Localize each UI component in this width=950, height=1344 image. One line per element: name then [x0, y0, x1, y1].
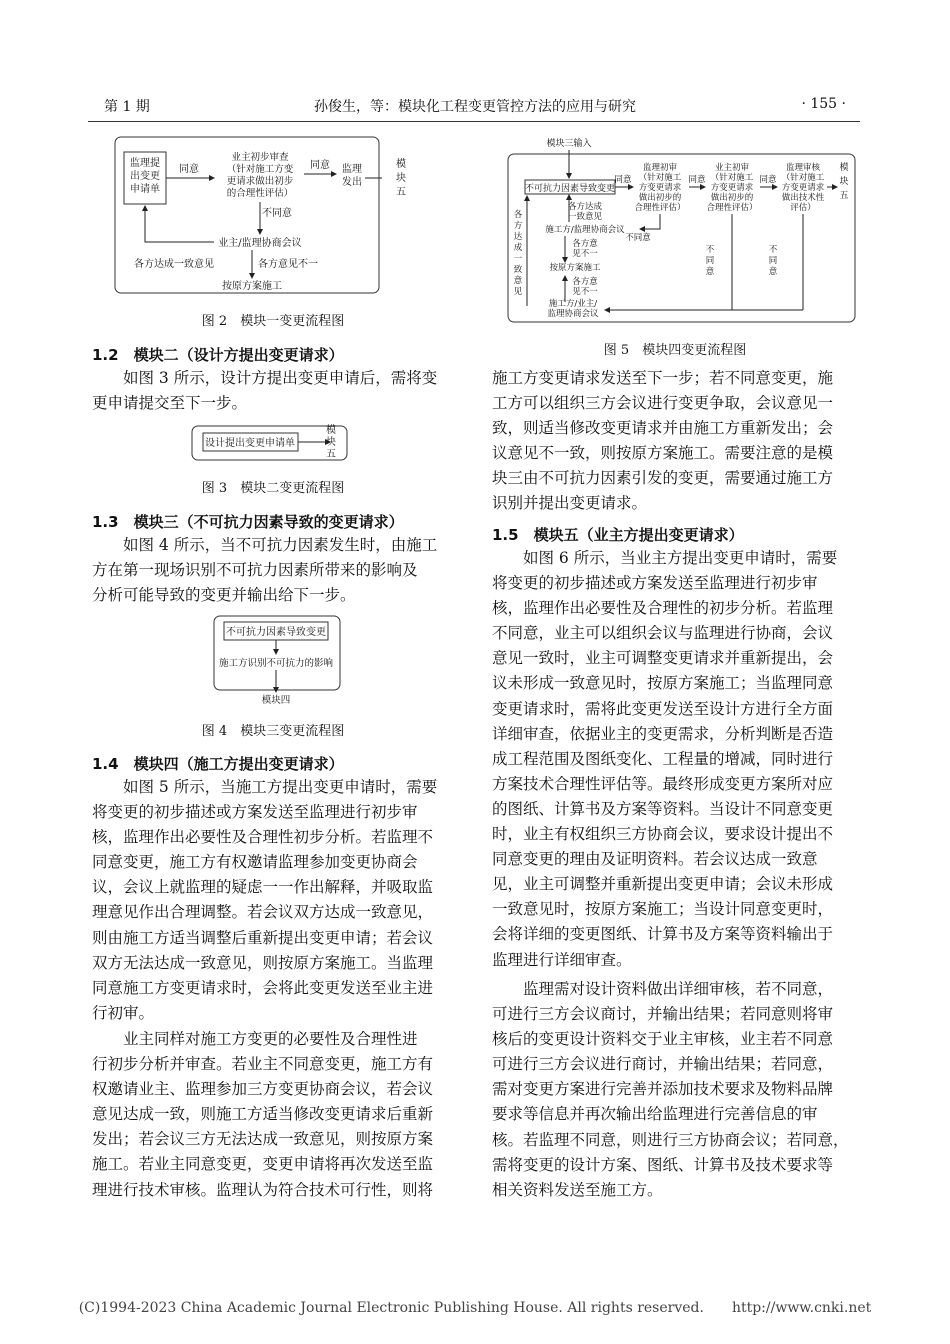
- fig5-module-2: 块: [839, 177, 849, 187]
- fig2-owner-l3: 更请求做出初步: [226, 176, 294, 187]
- text-line: 如图 3 所示，设计方提出变更申请后，需将变: [123, 369, 438, 387]
- fig2-request-l3: 申请单: [130, 184, 160, 195]
- fig5-agree-2: 同意: [688, 175, 706, 185]
- text-line: 业主同样对施工方变更的必要性及合理性进: [123, 1030, 418, 1048]
- fig5-sup-check-3: 方变更请求: [781, 183, 825, 193]
- section-1-5-body-2: [492, 977, 858, 1203]
- fig2-module-1: 模: [396, 159, 406, 170]
- text-line: 相关资料发送至施工方。: [492, 1180, 663, 1199]
- fig5-diverge1-1: 各方意: [572, 239, 598, 249]
- figure-4-caption: 图 4 模块三变更流程图: [201, 724, 345, 739]
- figure-5-flowchart: [505, 134, 860, 326]
- figure-2-caption: 图 2 模块一变更流程图: [201, 314, 345, 329]
- fig5-v-5: 一: [513, 254, 523, 264]
- fig5-module-1: 模: [839, 163, 849, 173]
- fig2-module-2: 块: [396, 173, 406, 184]
- fig5-sup-check-4: 做出技术性: [781, 193, 825, 203]
- fig2-owner-l4: 的合理性评估）: [226, 188, 294, 199]
- fig5-v-8: 见: [513, 287, 523, 297]
- section-1-4-body: [92, 775, 458, 1026]
- text-line: 方案技术合理性评估等。最终形成变更方案所对应: [492, 774, 834, 793]
- fig5-sup-first-3: 方变更请求: [638, 183, 682, 193]
- text-line: 如图 6 所示，当业主方提出变更申请时，需要: [523, 549, 838, 567]
- text-line: 块三由不可抗力因素引发的变更，需要通过施工方: [492, 469, 834, 488]
- fig2-agree2: 同意: [310, 160, 330, 171]
- fig3-module-3: 五: [326, 449, 336, 460]
- fig2-issue-l1: 监理: [342, 164, 362, 175]
- figure-3-module-label: [320, 423, 342, 463]
- fig5-v-2: 方: [513, 221, 523, 231]
- fig5-sup-first-1: 监理初审: [642, 163, 678, 173]
- fig5-sup-first-5: 合理性评估）: [634, 203, 686, 213]
- text-line: 工方可以组织三方会议进行变更争取，会议意见一: [492, 394, 834, 413]
- fig2-request-l1: 监理提: [130, 158, 160, 169]
- copyright-footer: (C)1994-2023 China Academic Journal Electronic Publishing House. All rights reserved. http://www.cnki.net: [78, 1300, 872, 1316]
- fig2-owner-l2: （针对施工方变: [226, 164, 294, 175]
- fig5-dis2-2: 同: [768, 256, 778, 266]
- figure-3-caption: 图 3 模块二变更流程图: [201, 481, 345, 496]
- fig5-owner-first-3: 方变更请求: [710, 183, 754, 193]
- fig5-module-3: 五: [839, 191, 849, 201]
- text-line: 核。若监理不同意，则进行三方协商会议；若同意，: [492, 1130, 849, 1149]
- figure-2-flowchart: [112, 134, 382, 296]
- text-line: 施工。若业主同意变更，变更申请将再次发送至监: [92, 1155, 434, 1174]
- fig5-agree-1: 同意: [614, 175, 632, 185]
- text-line: 不同意，业主可以组织会议与监理进行协商，会议: [492, 624, 834, 643]
- text-line: 将变更的初步描述或方案发送至监理进行初步审: [92, 803, 418, 822]
- text-line: 行初审。: [92, 1003, 155, 1022]
- text-line: 见，业主可调整并重新提出变更申请；会议未形成: [492, 875, 834, 894]
- text-line: 详细审查，依据业主的变更需求，分析判断是否造: [492, 724, 834, 743]
- text-line: 要求等信息并再次输出给监理进行完善信息的审: [492, 1105, 818, 1124]
- running-head-title: 孙俊生，等：模块化工程变更管控方法的应用与研究: [314, 99, 636, 115]
- fig5-consensus-1: 各方达成: [567, 202, 603, 212]
- text-line: 时，业主有权组织三方协商会议，要求设计提出不: [492, 825, 834, 844]
- text-line: 方在第一现场识别不可抗力因素所带来的影响及: [92, 561, 418, 580]
- section-1-2-heading: 1.2 模块二（设计方提出变更请求）: [92, 346, 344, 364]
- fig5-meeting3-2: 监理协商会议: [547, 309, 599, 319]
- fig5-owner-first-4: 做出初步的: [710, 193, 754, 203]
- fig5-owner-first-5: 合理性评估）: [706, 203, 758, 213]
- text-line: 监理需对设计资料做出详细审核，若不同意，: [523, 980, 834, 998]
- text-line: 意见达成一致，则施工方适当修改变更请求后重新: [92, 1105, 434, 1124]
- text-line: 议未形成一致意见时，按原方案施工；当监理同意: [492, 674, 834, 693]
- text-line: 权邀请业主、监理参加三方变更协商会议，若会议: [92, 1080, 434, 1099]
- fig5-owner-first-2: （针对施工: [710, 173, 754, 183]
- text-line: 行初步分析并审查。若业主不同意变更，施工方有: [92, 1055, 434, 1074]
- text-line: 发出；若会议三方无法达成一致意见，则按原方案: [92, 1130, 434, 1149]
- section-1-5-body: [492, 546, 858, 973]
- text-line: 议，会议上就监理的疑虑一一作出解释，并吸取监: [92, 878, 434, 897]
- text-line: 议意见不一致，则按原方案施工。需要注意的是模: [492, 444, 834, 463]
- text-line: 成工程范围及图纸变化、工程量的增减，同时进行: [492, 749, 834, 768]
- fig2-request-l2: 出变更: [130, 171, 160, 182]
- fig2-no-consensus: 各方意见不一: [258, 259, 318, 270]
- fig5-agree-3: 同意: [759, 175, 777, 185]
- fig5-disagree: 不同意: [625, 233, 651, 243]
- text-line: 同意变更，施工方有权邀请监理参加变更协商会: [92, 853, 418, 872]
- text-line: 同意施工方变更请求时，会将此变更发送至业主进: [92, 978, 434, 997]
- fig2-issue-l2: 发出: [342, 177, 362, 188]
- fig5-force: 不可抗力因素导致变更: [524, 184, 616, 194]
- text-line: 致，则适当修改变更请求并由施工方重新发出；会: [492, 419, 834, 438]
- fig5-owner-first-1: 业主初审: [714, 163, 750, 173]
- fig4-module: 模块四: [261, 695, 291, 706]
- text-line: 一致意见时，按原方案施工；当设计同意变更时，: [492, 900, 834, 919]
- fig4-identify: 施工方识别不可抗力的影响: [218, 658, 334, 669]
- right-col-body: [492, 366, 858, 517]
- fig5-dis1-1: 不: [705, 245, 715, 255]
- text-line: 需对变更方案进行完善并添加技术要求及物料品牌: [492, 1080, 834, 1099]
- section-1-3-body: [92, 533, 458, 608]
- text-line: 如图 5 所示，当施工方提出变更申请时，需要: [123, 778, 438, 796]
- figure-2-module-label: [390, 155, 412, 203]
- fig5-sup-first-2: （针对施工: [638, 173, 682, 183]
- fig5-dis1-2: 同: [705, 256, 715, 266]
- fig2-meeting: 业主/监理协商会议: [218, 238, 302, 249]
- section-1-3-heading: 1.3 模块三（不可抗力因素导致的变更请求）: [92, 513, 404, 531]
- text-line: 可进行三方会议进行商讨，并输出结果；若同意，: [492, 1055, 834, 1074]
- text-line: 更申请提交至下一步。: [92, 394, 248, 413]
- text-line: 将变更的初步描述或方案发送至监理进行初步审: [492, 574, 818, 593]
- fig5-original: 按原方案施工: [549, 263, 601, 273]
- figure-5-caption: 图 5 模块四变更流程图: [603, 343, 747, 358]
- fig5-input: 模块三输入: [546, 139, 592, 149]
- text-line: 如图 4 所示，当不可抗力因素发生时，由施工: [123, 536, 438, 554]
- fig2-module-3: 五: [396, 187, 406, 198]
- text-line: 理意见作出合理调整。若会议双方达成一致意见，: [92, 903, 434, 922]
- fig3-box: 设计提出变更申请单: [205, 438, 295, 449]
- text-line: 同意变更的理由及证明资料。若会议达成一致意: [492, 850, 818, 869]
- fig5-v-6: 致: [513, 265, 523, 275]
- fig2-disagree: 不同意: [262, 208, 292, 219]
- fig5-v-1: 各: [513, 210, 523, 220]
- text-line: 理进行技术审核。监理认为符合技术可行性，则将: [92, 1180, 434, 1199]
- text-line: 可进行三方会议商讨，并输出结果；若同意则将审: [492, 1005, 834, 1024]
- fig5-diverge1-2: 见不一: [572, 249, 598, 259]
- section-1-2-body: [92, 366, 458, 416]
- text-line: 变更请求时，需将此变更发送至设计方进行全方面: [492, 699, 834, 718]
- fig2-agree1: 同意: [179, 164, 199, 175]
- text-line: 监理进行详细审查。: [492, 950, 632, 969]
- fig5-diverge2-2: 见不一: [572, 287, 598, 297]
- fig4-box: 不可抗力因素导致变更: [226, 627, 326, 638]
- text-line: 的图纸、计算书及方案等资料。当设计不同意变更: [492, 799, 834, 818]
- text-line: 双方无法达成一致意见，则按原方案施工。当监理: [92, 953, 434, 972]
- page-number: · 155 ·: [801, 96, 846, 112]
- header-rule: [88, 121, 860, 122]
- fig2-original: 按原方案施工: [222, 281, 282, 292]
- figure-4-flowchart: [212, 614, 342, 706]
- section-1-4-body-2: [92, 1027, 458, 1203]
- running-head-issue: 第 1 期: [104, 99, 150, 115]
- text-line: 施工方变更请求发送至下一步；若不同意变更，施: [492, 369, 834, 387]
- fig5-meeting3-1: 施工方/业主/: [548, 299, 598, 309]
- text-line: 则由施工方适当调整后重新提出变更申请；若会议: [92, 928, 434, 947]
- fig5-sup-check-2: （针对施工: [781, 173, 825, 183]
- fig3-module-1: 模: [326, 425, 336, 436]
- fig5-meeting-cs: 施工方/监理协商会议: [545, 225, 625, 235]
- section-1-5-heading: 1.5 模块五（业主方提出变更请求）: [492, 526, 744, 544]
- fig5-v-4: 成: [513, 243, 523, 253]
- fig5-dis1-3: 意: [705, 267, 715, 277]
- fig5-sup-first-4: 做出初步的: [638, 193, 682, 203]
- fig5-v-7: 意: [513, 276, 523, 286]
- fig5-sup-check-5: 评估）: [790, 203, 816, 213]
- text-line: 会将详细的变更图纸、计算书及方案等资料输出于: [492, 925, 834, 944]
- fig5-v-3: 达: [513, 232, 523, 242]
- section-1-4-heading: 1.4 模块四（施工方提出变更请求）: [92, 755, 344, 773]
- fig3-module-2: 块: [326, 437, 336, 448]
- text-line: 需将变更的设计方案、图纸、计算书及技术要求等: [492, 1155, 834, 1174]
- text-line: 分析可能导致的变更并输出给下一步。: [92, 586, 356, 605]
- fig5-dis2-3: 意: [768, 267, 778, 277]
- fig5-dis2-1: 不: [768, 245, 778, 255]
- fig5-diverge2-1: 各方意: [572, 277, 598, 287]
- fig5-sup-check-1: 监理审核: [785, 163, 821, 173]
- text-line: 核，监理作出必要性及合理性初步分析。若监理不: [92, 828, 434, 847]
- text-line: 核后的变更设计资料交于业主审核，业主若不同意: [492, 1030, 834, 1049]
- text-line: 核，监理作出必要性及合理性的初步分析。若监理: [492, 599, 834, 618]
- fig2-owner-l1: 业主初步审查: [231, 152, 289, 163]
- fig2-consensus: 各方达成一致意见: [134, 259, 214, 270]
- text-line: 意见一致时，业主可调整变更请求并重新提出，会: [492, 649, 834, 668]
- text-line: 识别并提出变更请求。: [492, 494, 648, 513]
- fig5-consensus-2: 一致意见: [567, 212, 603, 222]
